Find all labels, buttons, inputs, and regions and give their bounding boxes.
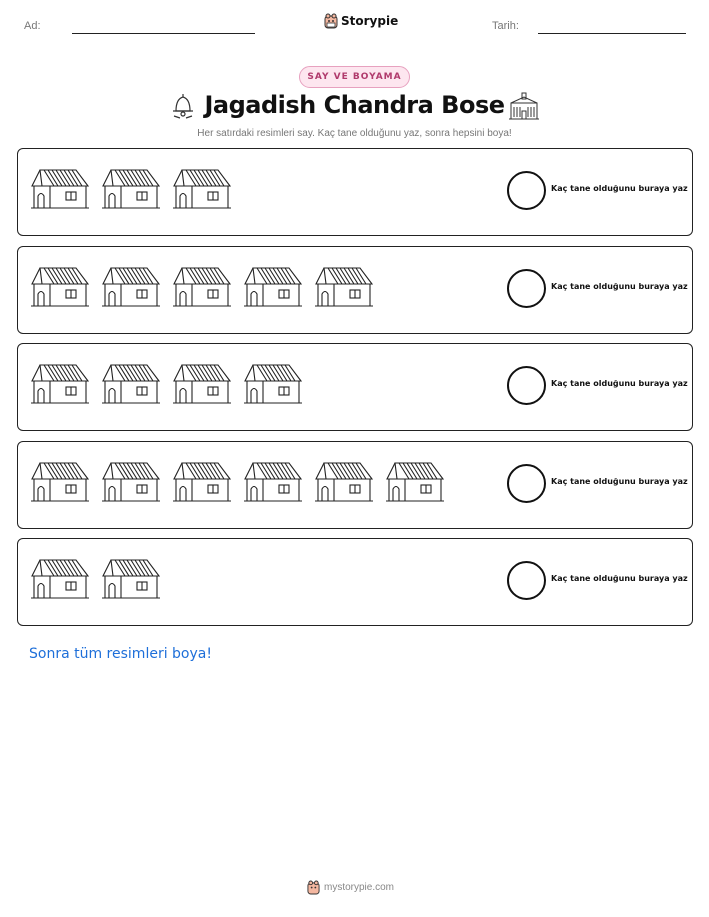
answer-circle[interactable] bbox=[507, 269, 546, 308]
footer-note: Sonra tüm resimleri boya! bbox=[29, 646, 212, 662]
counting-row bbox=[17, 246, 693, 334]
answer-label: Kaç tane olduğunu buraya yaz bbox=[551, 184, 688, 193]
house-icon bbox=[101, 361, 161, 407]
answer-label: Kaç tane olduğunu buraya yaz bbox=[551, 574, 688, 583]
house-icon bbox=[243, 361, 303, 407]
house-icon bbox=[30, 459, 90, 505]
answer-circle[interactable] bbox=[507, 561, 546, 600]
house-icon bbox=[30, 556, 90, 602]
activity-badge: SAY VE BOYAMA bbox=[299, 66, 410, 88]
storypie-mascot-icon bbox=[324, 13, 338, 29]
date-label: Tarih: bbox=[492, 20, 519, 32]
house-icon bbox=[172, 166, 232, 212]
answer-label: Kaç tane olduğunu buraya yaz bbox=[551, 379, 688, 388]
house-icon bbox=[30, 361, 90, 407]
house-icon bbox=[172, 459, 232, 505]
name-label: Ad: bbox=[24, 20, 41, 32]
counting-row bbox=[17, 441, 693, 529]
house-icon bbox=[314, 459, 374, 505]
answer-circle[interactable] bbox=[507, 171, 546, 210]
house-icon bbox=[172, 264, 232, 310]
house-icon bbox=[101, 264, 161, 310]
answer-label: Kaç tane olduğunu buraya yaz bbox=[551, 281, 688, 291]
footer-url: mystorypie.com bbox=[324, 882, 395, 893]
counting-row bbox=[17, 538, 693, 626]
answer-circle[interactable] bbox=[507, 464, 546, 503]
counting-row bbox=[17, 343, 693, 431]
name-field[interactable] bbox=[72, 33, 255, 34]
house-icon bbox=[243, 264, 303, 310]
house-icon bbox=[101, 459, 161, 505]
answer-circle[interactable] bbox=[507, 366, 546, 405]
brand-name: Storypie bbox=[341, 14, 399, 28]
instructions-text: Her satırdaki resimleri say. Kaç tane olduğunu yaz, sonra hepsini boya! bbox=[197, 128, 512, 139]
house-icon bbox=[243, 459, 303, 505]
date-field[interactable] bbox=[538, 33, 686, 34]
house-icon bbox=[172, 361, 232, 407]
building-icon bbox=[507, 91, 541, 121]
footer-brand bbox=[307, 880, 394, 895]
house-icon bbox=[101, 556, 161, 602]
house-icon bbox=[30, 264, 90, 310]
answer-label: Kaç tane olduğunu buraya yaz bbox=[551, 476, 688, 486]
storypie-logo bbox=[324, 13, 398, 29]
house-icon bbox=[314, 264, 374, 310]
page-title: Jagadish Chandra Bose bbox=[204, 91, 505, 119]
house-icon bbox=[30, 166, 90, 212]
house-icon bbox=[101, 166, 161, 212]
counting-row bbox=[17, 148, 693, 236]
storypie-mascot-icon bbox=[307, 880, 320, 895]
house-icon bbox=[385, 459, 445, 505]
